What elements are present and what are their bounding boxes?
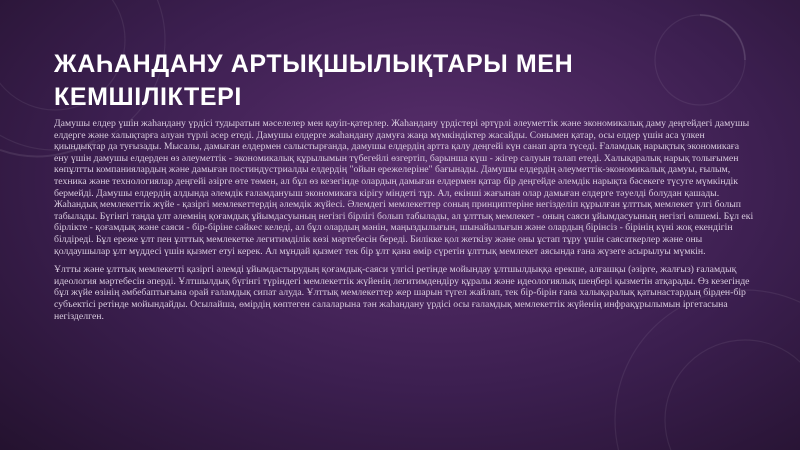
body-paragraph-1: Дамушы елдер үшін жаһандану үрдісі тудыратын мәселелер мен қауіп-қатерлер. Жаһандану үрдістері әртүрлі әлеуметтік және экономикалық даму деңгейдегі дамушы елдерге және халықтарға алуан түрлі әсер етеді. Дамушы елдерге жаһандану дамуға жаңа мүмкіндіктер жасайды. Сонымен қатар, осы елдер үшін аса үлкен қиындықтар да туғызады. Мысалы, дамыған елдермен салыстырғанда, дамушы елдердің артта қалу деңгейі күн санап арта түседі. Ғаламдық нарықтық экономикаға ену үшін дамушы елдерден өз әлеуметтік - экономикалық құрылымын түбегейлі өзгертіп, барынша күш - жігер салуын талап етеді. Халықаралық нарық толығымен көпұлтты компаниялардың және дамыған постиндустриалды елдердің "ойын ережелеріне" бағынады. Дамушы елдердің әлеуметтік-экономикалық дамуы, ғылым, техника және технологиялар деңгейі әзірге өте төмен, ал бұл өз кезегінде олардың дамыған елдермен қатар бір деңгейде әлемдік нарықта бәсекеге түсуге мүмкіндік бермейді. Дамушы елдердің алдында әлемдік ғаламдануыш экономикаға кірігу міндеті тұр. Ал, екінші жағынан олар дамыған елдерге тәуелді болудан қашады. Жаһандық мемлекеттік жүйе - қазіргі мемлекеттердің әлемдік жүйесі. Әлемдегі мемлекеттер соның принциптеріне негізделіп құрылған ұлттық мемлекет үлгі болып табылады. Бүгінгі таңда ұлт әлемнің қоғамдық ұйымдасуының негізгі бірлігі болып табылады, ал ұлттық мемлекет - оның саяси ұйымдасуының негізгі өлшемі. Бұл екі бірлікте - қоғамдық және саяси - бір-біріне сәйкес келеді, ал бұл олардың мәнін, маңыздылығын, шынайылығын және олардың бірінсіз - бірінің күні жоқ екендігін білдіреді. Бұл ереже ұлт пен ұлттық мемлекетке легитимділік көзі мәртебесін береді. Билікке қол жеткізу және оны ұстап тұру үшін саясаткерлер және оны қолдаушылар ұлт мүддесі үшін қызмет етуі керек. Ал мұндай қызмет тек бір ұлт қана өмір сүретін ұлттық мемлекет аясында ғана жүзеге асырылуы мүмкін. <box>54 118 754 257</box>
slide-content <box>54 48 754 322</box>
slide-title: ЖАҺАНДАНУ АРТЫҚШЫЛЫҚТАРЫ МЕН КЕМШІЛІКТЕРІ <box>54 50 574 111</box>
body-paragraph-2: Ұлтты және ұлттық мемлекетті қазіргі әлемді ұйымдастырудың қоғамдық-саяси үлгісі ретінде мойындау ұлтшылдыққа ерекше, алғашқы (әзірге, жалғыз) ғаламдық идеология мәртебесін әперді. Ұлтшылдық бүгінгі түріндегі мемлекеттік жүйенің легитимдендіру құралы және идеологиялық шеңбері қызметін атқарады. Өз кезегінде бұл жүйе өзінің әмбебаптығына орай ғаламдық сипат алуда. Ұлттық мемлекеттер жер шарын түгел жайлап, тек бір-бірін ғана халықаралық қатынастардың бірден-бір субъектісі ретінде мойындайды. Осылайша, өмірдің көптеген салаларына тән жаһандану үрдісі осы ғаламдық мемлекеттік жүйенің инфрақұрылымын іргетасына негізделген. <box>54 264 750 322</box>
